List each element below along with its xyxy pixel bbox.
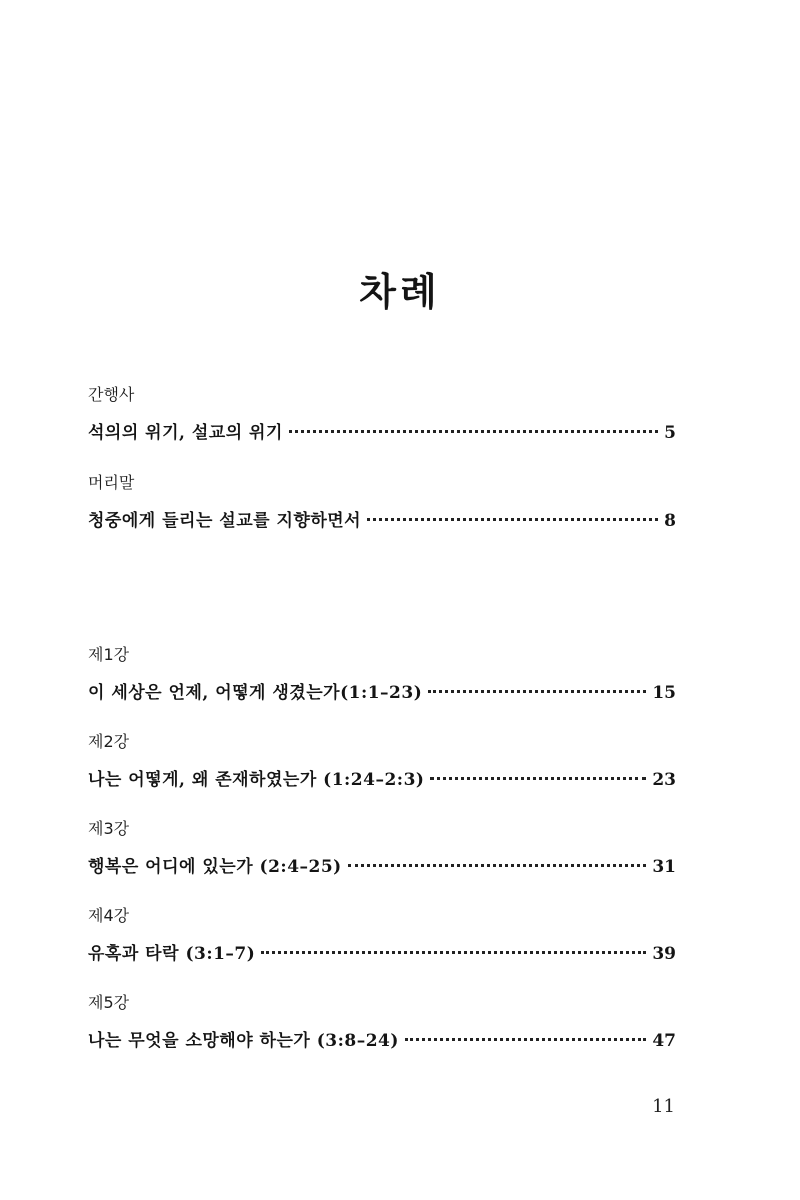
toc-entry-lecture-5[interactable] [88, 992, 676, 1054]
entry-title: 행복은 어디에 있는가 (2:4–25) [88, 857, 342, 877]
entry-label: 제4강 [88, 906, 130, 925]
entry-label: 제1강 [88, 645, 130, 664]
entry-label: 제5강 [88, 993, 130, 1012]
page-number: 11 [652, 1096, 675, 1117]
entry-title: 나는 무엇을 소망해야 하는가 (3:8–24) [88, 1031, 399, 1051]
entry-page-number: 15 [652, 683, 676, 703]
entry-page-number: 31 [652, 857, 676, 877]
dot-leader [261, 951, 646, 954]
entry-line [88, 854, 676, 880]
entry-line [88, 767, 676, 793]
entry-label: 제3강 [88, 819, 130, 838]
toc-entry-lecture-1[interactable] [88, 644, 676, 706]
entry-label: 머리말 [88, 473, 135, 492]
toc-entry-preface[interactable] [88, 384, 676, 446]
page-title: 차례 [359, 269, 441, 314]
dot-leader [348, 864, 647, 867]
entry-page-number: 39 [652, 944, 676, 964]
entry-label: 제2강 [88, 732, 130, 751]
toc-entry-foreword[interactable] [88, 472, 676, 534]
entry-line [88, 420, 676, 446]
entry-line [88, 941, 676, 967]
entry-label: 간행사 [88, 385, 135, 404]
entry-page-number: 8 [664, 511, 676, 531]
dot-leader [430, 777, 646, 780]
dot-leader [367, 518, 658, 521]
entry-page-number: 47 [652, 1031, 676, 1051]
entry-line [88, 680, 676, 706]
entry-line [88, 508, 676, 534]
toc-entry-lecture-3[interactable] [88, 818, 676, 880]
toc-entry-lecture-2[interactable] [88, 731, 676, 793]
dot-leader [405, 1038, 646, 1041]
entry-title: 유혹과 타락 (3:1–7) [88, 944, 256, 964]
entry-title: 석의의 위기, 설교의 위기 [88, 423, 283, 443]
dot-leader [428, 690, 646, 693]
entry-title: 이 세상은 언제, 어떻게 생겼는가(1:1–23) [88, 683, 423, 703]
entry-page-number: 23 [652, 770, 676, 790]
entry-title: 나는 어떻게, 왜 존재하였는가 (1:24–2:3) [88, 770, 425, 790]
entry-page-number: 5 [664, 423, 676, 443]
toc-entry-lecture-4[interactable] [88, 905, 676, 967]
entry-line [88, 1028, 676, 1054]
entry-title: 청중에게 들리는 설교를 지향하면서 [88, 511, 362, 531]
dot-leader [289, 430, 658, 433]
